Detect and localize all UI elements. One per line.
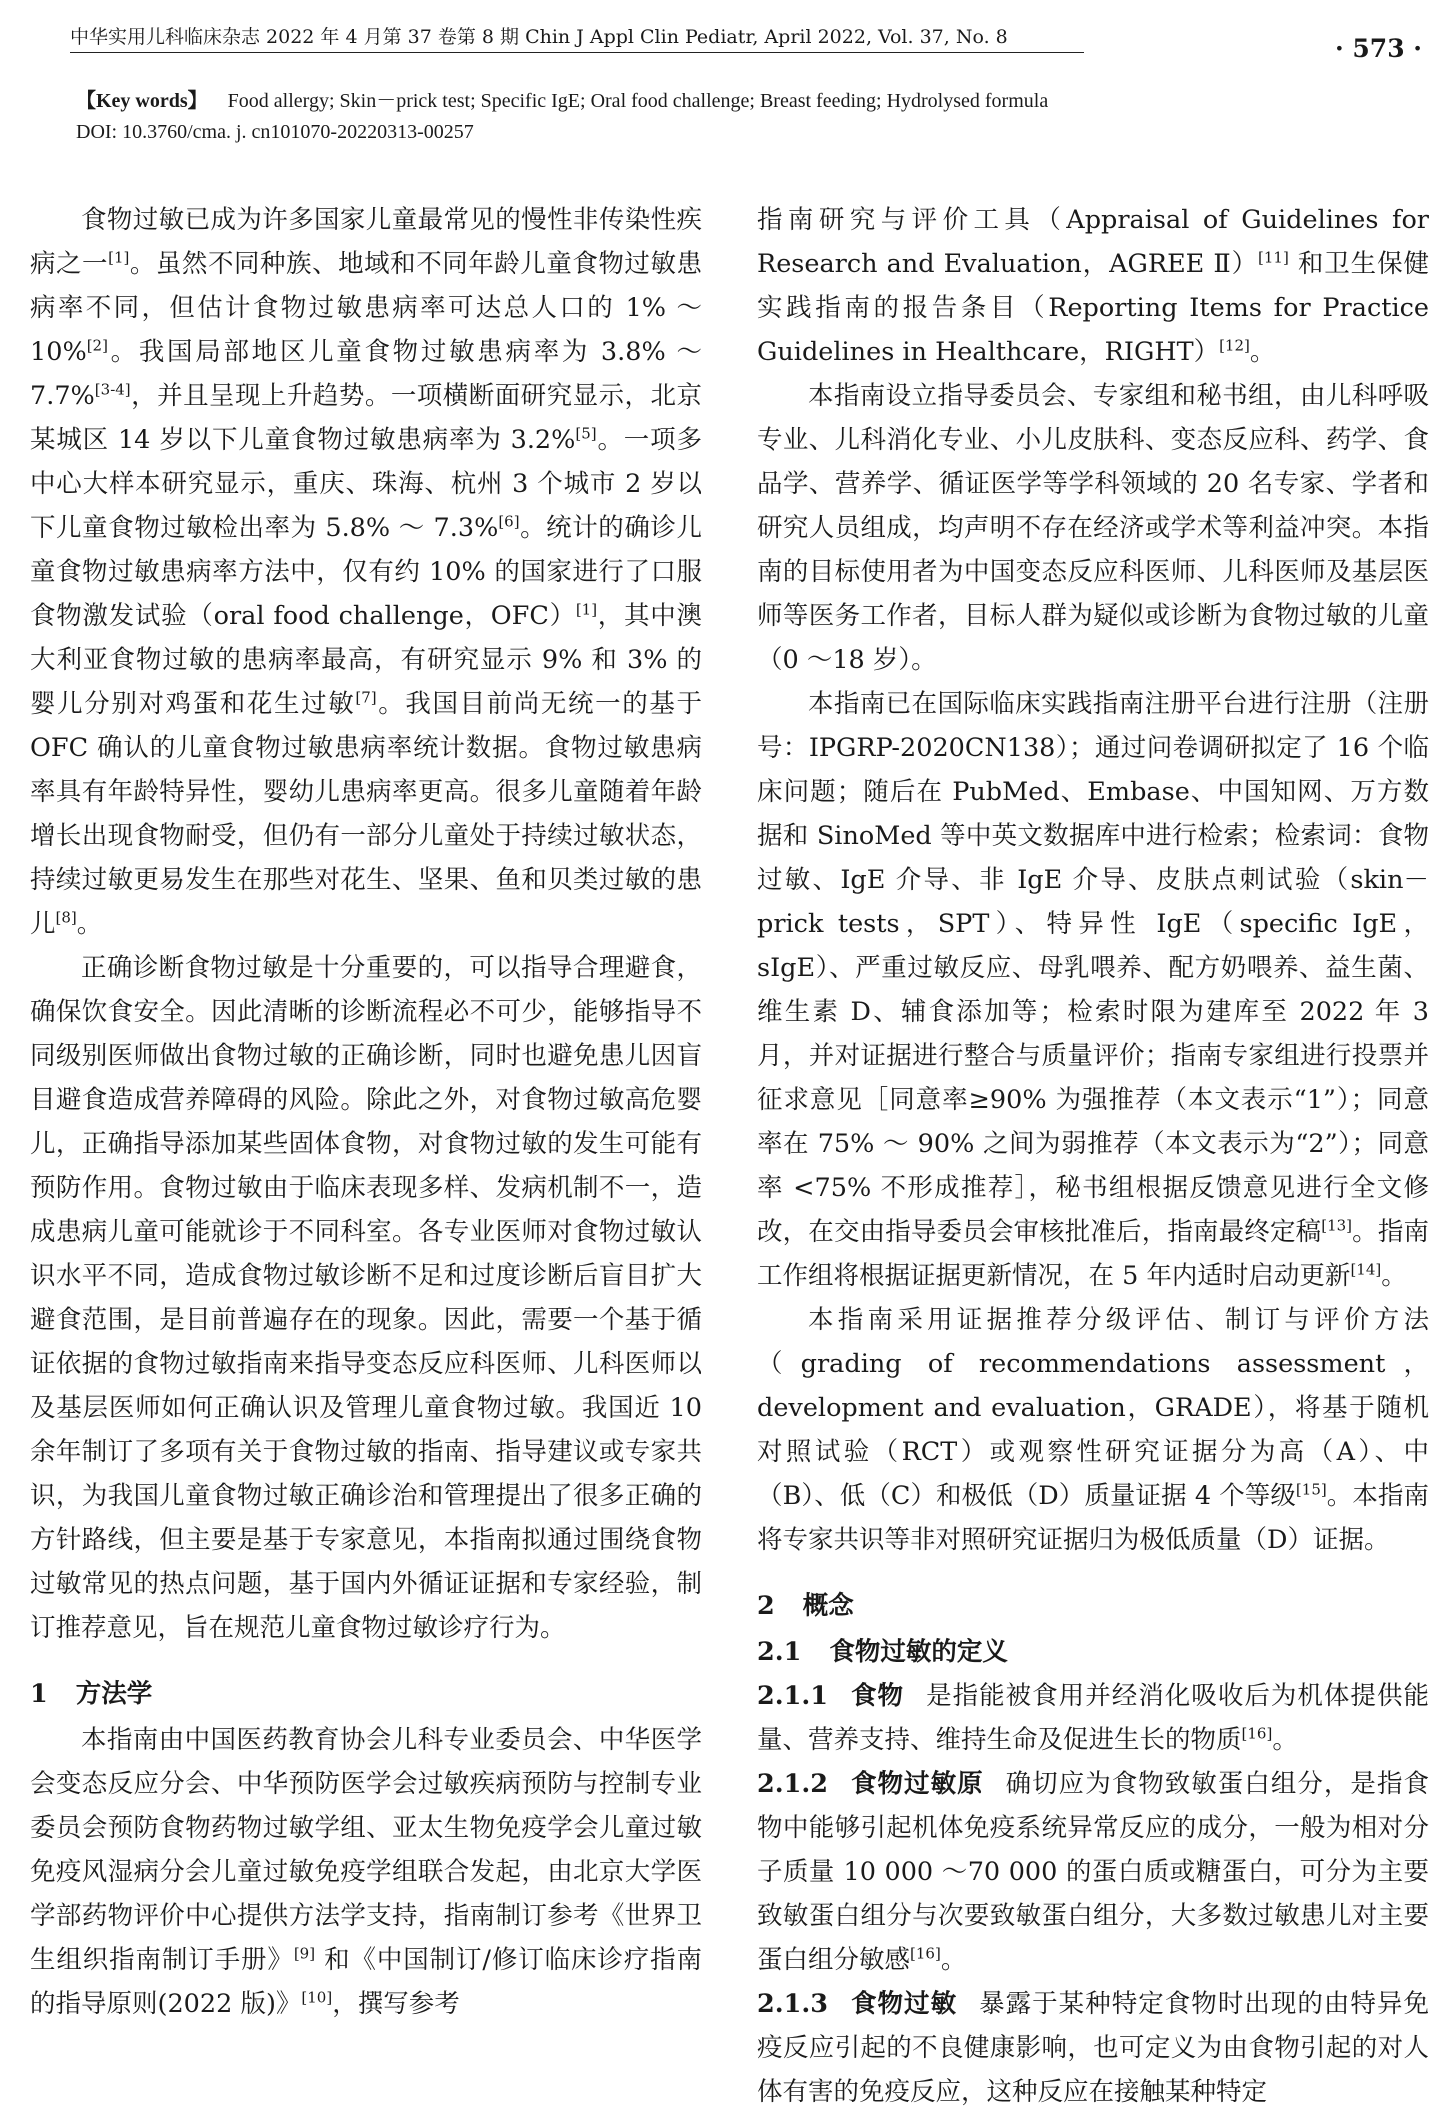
citation: [11] [1258,248,1289,267]
citation: [15] [1295,1480,1327,1499]
section-number: 2 [757,1591,775,1621]
citation: [3-4] [94,380,131,399]
citation: [7] [355,688,377,707]
section-heading [757,1584,1429,1628]
citation: [16] [1241,1724,1273,1743]
text-run: 。我国局部地区儿童食物过敏患病率为 3.8% ～7.7% [30,337,702,411]
citation: [10] [301,1988,333,2007]
section-number: 1 [30,1679,48,1709]
text-run: 。虽然不同种族、地域和不同年龄儿童食物过敏患病率不同，但估计食物过敏患病率可达总人口的 1% ～10% [30,249,702,367]
text-run: 本指南采用证据推荐分级评估、制订与评价方法（grading of recommendations assessment，development and evaluation，GRADE），将基于随机对照试验（RCT）或观察性研究证据分为高（A）、中（B）、低（C）和极低（D）质量证据 4 个等级 [757,1305,1429,1511]
citation: [13] [1321,1216,1353,1235]
right-column [757,198,1429,2114]
text-run: ，其中澳大利亚食物过敏的患病率最高，有研究显示 9% 和 3% 的婴儿分别对鸡蛋和花生过敏 [30,601,702,719]
paragraph: 正确诊断食物过敏是十分重要的，可以指导合理避食，确保饮食安全。因此清晰的诊断流程必不可少，能够指导不同级别医师做出食物过敏的正确诊断，同时也避免患儿因盲目避食造成营养障碍的风险。除此之外，对食物过敏高危婴儿，正确指导添加某些固体食物，对食物过敏的发生可能有预防作用。食物过敏由于临床表现多样、发病机制不一，造成患病儿童可能就诊于不同科室。各专业医师对食物过敏认识水平不同，造成食物过敏诊断不足和过度诊断后盲目扩大避食范围，是目前普遍存在的现象。因此，需要一个基于循证依据的食物过敏指南来指导变态反应科医师、儿科医师以及基层医师如何正确认识及管理儿童食物过敏。我国近 10 余年制订了多项有关于食物过敏的指南、指导建议或专家共识，为我国儿童食物过敏正确诊治和管理提出了很多正确的方针路线，但主要是基于专家意见，本指南拟通过围绕食物过敏常见的热点问题，基于国内外循证证据和专家经验，制订推荐意见，旨在规范儿童食物过敏诊疗行为。 [30,953,702,1643]
citation: [8] [55,908,77,927]
subsection-title: 食物过敏的定义 [829,1637,1008,1667]
text-run: 。本指南将专家共识等非对照研究证据归为极低质量（D）证据。 [757,1481,1429,1555]
keywords-block [76,86,1406,148]
citation: [9] [293,1944,316,1963]
paragraph [30,198,702,946]
citation: [2] [86,336,108,355]
text-run: 和《中国制订/修订临床诊疗指南的指导原则(2022 版)》 [30,1945,702,2019]
definition-text: 是指能被食用并经消化吸收后为机体提供能量、营养支持、维持生命及促进生长的物质 [757,1681,1429,1755]
citation: [1] [575,600,598,619]
paragraph [30,1718,702,2026]
left-column [30,198,702,2026]
journal-header: 中华实用儿科临床杂志 2022 年 4 月第 37 卷第 8 期 Chin J Appl Clin Pediatr, April 2022, Vol. 37, No. 8 [70,26,1008,48]
text-run: 。 [940,1945,967,1975]
section-heading [30,1672,702,1716]
keywords-label: 【Key words】 [76,90,208,112]
citation: [1] [108,248,130,267]
definition-text: 确切应为食物致敏蛋白组分，是指食物中能够引起机体免疫系统异常反应的成分，一般为相对分子质量 10 000 ～70 000 的蛋白质或糖蛋白，可分为主要致敏蛋白组分与次要致敏蛋白组分，大多数过敏患儿对主要蛋白组分敏感 [757,1769,1429,1975]
text-run: 。统计的确诊儿童食物过敏患病率方法中，仅有约 10% 的国家进行了口服食物激发试验（oral food challenge，OFC） [30,513,702,631]
citation: [14] [1350,1260,1382,1279]
doi: DOI: 10.3760/cma. j. cn101070-20220313-00257 [76,121,474,143]
text-run: 。 [76,909,103,939]
paragraph: 本指南设立指导委员会、专家组和秘书组，由儿科呼吸专业、儿科消化专业、小儿皮肤科、变态反应科、药学、食品学、营养学、循证医学等学科领域的 20 名专家、学者和研究人员组成，均声明不存在经济或学术等利益冲突。本指南的目标使用者为中国变态反应科医师、儿科医师及基层医师等医务工作者，目标人群为疑似或诊断为食物过敏的儿童（0 ～18 岁）。 [757,381,1429,675]
text-run: 本指南由中国医药教育协会儿科专业委员会、中华医学会变态反应分会、中华预防医学会过敏疾病预防与控制专业委员会预防食物药物过敏学组、亚太生物免疫学会儿童过敏免疫风湿病分会儿童过敏免疫学组联合发起，由北京大学医学部药物评价中心提供方法学支持，指南制订参考《世界卫生组织指南制订手册》 [30,1725,702,1975]
text-run: 和卫生保健实践指南的报告条目（Reporting Items for Practice Guidelines in Healthcare，RIGHT） [757,249,1429,367]
keywords-line [76,86,1406,117]
subsection-heading [757,1630,1429,1674]
text-run: 。 [1272,1725,1298,1755]
subsection-number: 2.1 [757,1637,802,1667]
text-run: ，并且呈现上升趋势。一项横断面研究显示，北京某城区 14 岁以下儿童食物过敏患病率为 3.2% [30,381,702,455]
paragraph [757,1298,1429,1562]
citation: [6] [498,512,520,531]
text-run: 本指南已在国际临床实践指南注册平台进行注册（注册号：IPGRP-2020CN138）；通过问卷调研拟定了 16 个临床问题；随后在 PubMed、Embase、中国知网、万方数据和 SinoMed 等中英文数据库中进行检索；检索词：食物过敏、IgE 介导、非 IgE 介导、皮肤点刺试验（skin－prick tests，SPT）、特异性 IgE（specific IgE，sIgE）、严重过敏反应、母乳喂养、配方奶喂养、益生菌、维生素 D、辅食添加等；检索时限为建库至 2022 年 3 月，并对证据进行整合与质量评价；指南专家组进行投票并征求意见［同意率≥90% 为强推荐（本文表示“1”）；同意率在 75% ～ 90% 之间为弱推荐（本文表示为“2”）；同意率 <75% 不形成推荐］，秘书组根据反馈意见进行全文修改，在交由指导委员会审核批准后，指南最终定稿 [757,689,1429,1247]
running-header [70,24,1084,53]
text-run: 。我国目前尚无统一的基于 OFC 确认的儿童食物过敏患病率统计数据。食物过敏患病率具有年龄特异性，婴幼儿患病率更高。很多儿童随着年龄增长出现食物耐受，但仍有一部分儿童处于持续过敏状态，持续过敏更易发生在那些对花生、坚果、鱼和贝类过敏的患儿 [30,689,702,939]
definition-text: 暴露于某种特定食物时出现的由特异免疫反应引起的不良健康影响，也可定义为由食物引起的对人体有害的免疫反应，这种反应在接触某种特定 [757,1989,1429,2107]
keywords-text: Food allergy; Skin－prick test; Specific IgE; Oral food challenge; Breast feeding; Hydrolysed formula [227,90,1049,112]
definition-term: 食物 [849,1681,905,1711]
citation: [5] [575,424,597,443]
section-title: 方法学 [75,1679,153,1709]
definition-term: 食物过敏原 [849,1769,984,1799]
text-run: 。 [1249,337,1276,367]
text-run: 。一项多中心大样本研究显示，重庆、珠海、杭州 3 个城市 2 岁以下儿童食物过敏检出率为 5.8% ～ 7.3% [30,425,702,543]
definition-number: 2.1.1 [757,1681,828,1711]
definition-food-allergen [757,1762,1429,1982]
definition-number: 2.1.3 [757,1989,828,2019]
text-run: 。指南工作组将根据证据更新情况，在 5 年内适时启动更新 [757,1217,1429,1291]
paragraph [757,682,1429,1298]
citation: [16] [910,1944,941,1963]
page-number: · 573 · [1335,34,1422,63]
text-run: 。 [1381,1261,1407,1291]
text-run: 指南研究与评价工具（Appraisal of Guidelines for Research and Evaluation，AGREE Ⅱ） [757,205,1429,279]
definition-term: 食物过敏 [849,1989,958,2019]
text-run: ，撰写参考 [332,1989,460,2019]
definition-food-allergy [757,1982,1429,2114]
citation: [12] [1219,336,1250,355]
definition-number: 2.1.2 [757,1769,828,1799]
section-title: 概念 [802,1591,854,1621]
paragraph-continued [757,198,1429,374]
definition-food [757,1674,1429,1762]
text-run: 食物过敏已成为许多国家儿童最常见的慢性非传染性疾病之一 [30,205,702,279]
